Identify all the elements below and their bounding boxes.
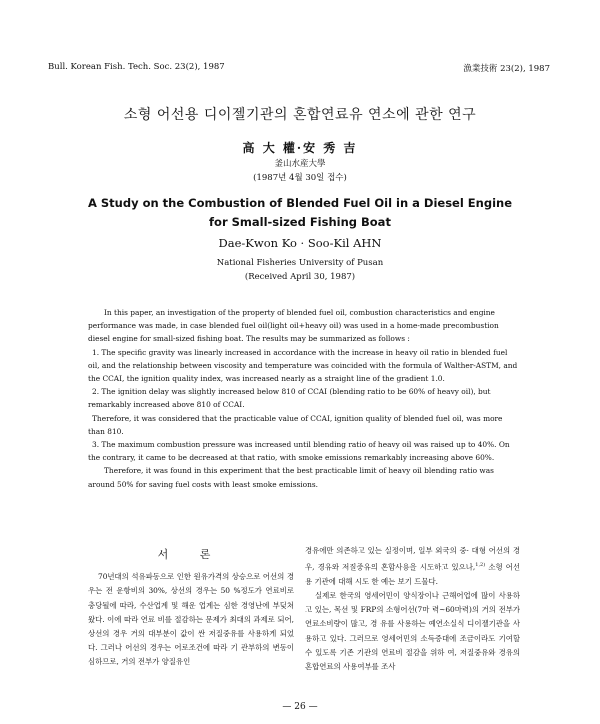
abstract xyxy=(88,306,518,491)
paragraph-text: 경유에만 의존하고 있는 실정이며, 일부 외국의 중· 대형 어선의 경우, 경유와 저질중유의 혼합사용을 시도하고 있으나, xyxy=(305,546,520,572)
journal-citation: Bull. Korean Fish. Tech. Soc. 23(2), 1987 xyxy=(48,62,225,72)
korean-title: 소형 어선용 디이젤기관의 혼합연료유 연소에 관한 연구 xyxy=(123,107,477,123)
journal-citation-korean: 漁業技術 23(2), 1987 xyxy=(463,64,550,74)
body-column-left xyxy=(88,548,294,670)
abstract-result-1: 1. The specific gravity was linearly increased in accordance with the increase in heavy oil ratio in blended fuel oil, and the relationship between viscosity and temperature was coincided with the formula of Walther-ASTM, and the CCAI, the ignition quality index, was increased nearly as a straight line of the gradient 1.0. xyxy=(88,347,518,384)
reference-citation: 1,2) xyxy=(475,562,486,569)
english-title-line-2: for Small-sized Fishing Boat xyxy=(209,215,391,229)
abstract-result-2: 2. The ignition delay was slightly increased below 810 of CCAI (blending ratio to be 60% of heavy oil), but remarkably increased above 810 of CCAI. xyxy=(88,387,491,410)
english-affiliation: National Fisheries University of Pusan xyxy=(216,258,384,268)
abstract-intro: In this paper, an investigation of the property of blended fuel oil, combustion characteristics and engine performance was made, in case blended fuel oil(light oil+heavy oil) was used in a home-made precombustion diesel engine for small-sized fishing boat. The results may be summarized as follows : xyxy=(88,308,499,344)
section-heading-introduction: 서 론 xyxy=(157,548,225,561)
english-authors: Dae-Kwon Ko · Soo-Kil AHN xyxy=(218,236,382,250)
korean-authors: 高 大 權·安 秀 吉 xyxy=(242,141,358,155)
abstract-result-3: 3. The maximum combustion pressure was increased until blending ratio of heavy oil was raised up to 40%. On the contrary, it came to be decreased at that ratio, with smoke emissions remarkably increasing above 60%. xyxy=(88,440,510,463)
abstract-result-2-conclusion: Therefore, it was considered that the practicable value of CCAI, ignition quality of blended fuel oil, was more than 810. xyxy=(88,413,503,436)
english-title-line-1: A Study on the Combustion of Blended Fuel Oil in a Diesel Engine xyxy=(87,196,513,210)
abstract-conclusion: Therefore, it was found in this experiment that the best practicable limit of heavy oil blending ratio was around 50% for saving fuel costs with least smoke emissions. xyxy=(88,466,494,489)
paragraph-text: 소형 어선용 기관에 대해 시도 한 예는 보기 드물다. xyxy=(305,562,521,586)
page-number: — 26 — xyxy=(282,702,318,712)
introduction-paragraph-1: 70년대의 석유파동으로 인한 원유가격의 상승으로 어선의 경우는 전 운항비의 30%, 상선의 경우는 50 %정도가 연료비로 충당될에 따라, 수산업계 및 해운 업계는 심한 경영난에 부딪쳐 왔다. 이에 따라 연료 비를 절감하는 문제가 최대의 과제로 되어, 상선의 경우 거의 대부분이 값이 싼 저질중유를 사용하게 되었다. 그러나 어선의 경우는 어로조건에 따라 기 관부하의 변동이 심하므로, 거의 전부가 양질유인 xyxy=(88,572,294,667)
body-column-right xyxy=(305,544,520,674)
korean-received-date: (1987년 4월 30일 접수) xyxy=(253,173,347,183)
english-title xyxy=(0,194,600,232)
english-received-date: (Received April 30, 1987) xyxy=(244,272,356,282)
introduction-paragraph-continued xyxy=(305,544,520,589)
introduction-paragraph-2: 실제로 한국의 영세어민이 양식장이나 근해어업에 많이 사용하고 있는, 목선 및 FRP의 소형어선(7마 력~60마력)의 거의 전부가 연료소비량이 많고, 경 유를 사용하는 예연소실식 디이젤기관을 사용하고 있다. 그러므로 영세어민의 소득증대에 조금이라도 기여할 수 있도록 기존 기관의 연료비 절감을 위하 여, 저질중유와 경유의 혼합연료의 사용여부를 조사 xyxy=(305,591,520,672)
korean-affiliation: 釜山水産大學 xyxy=(274,159,326,169)
